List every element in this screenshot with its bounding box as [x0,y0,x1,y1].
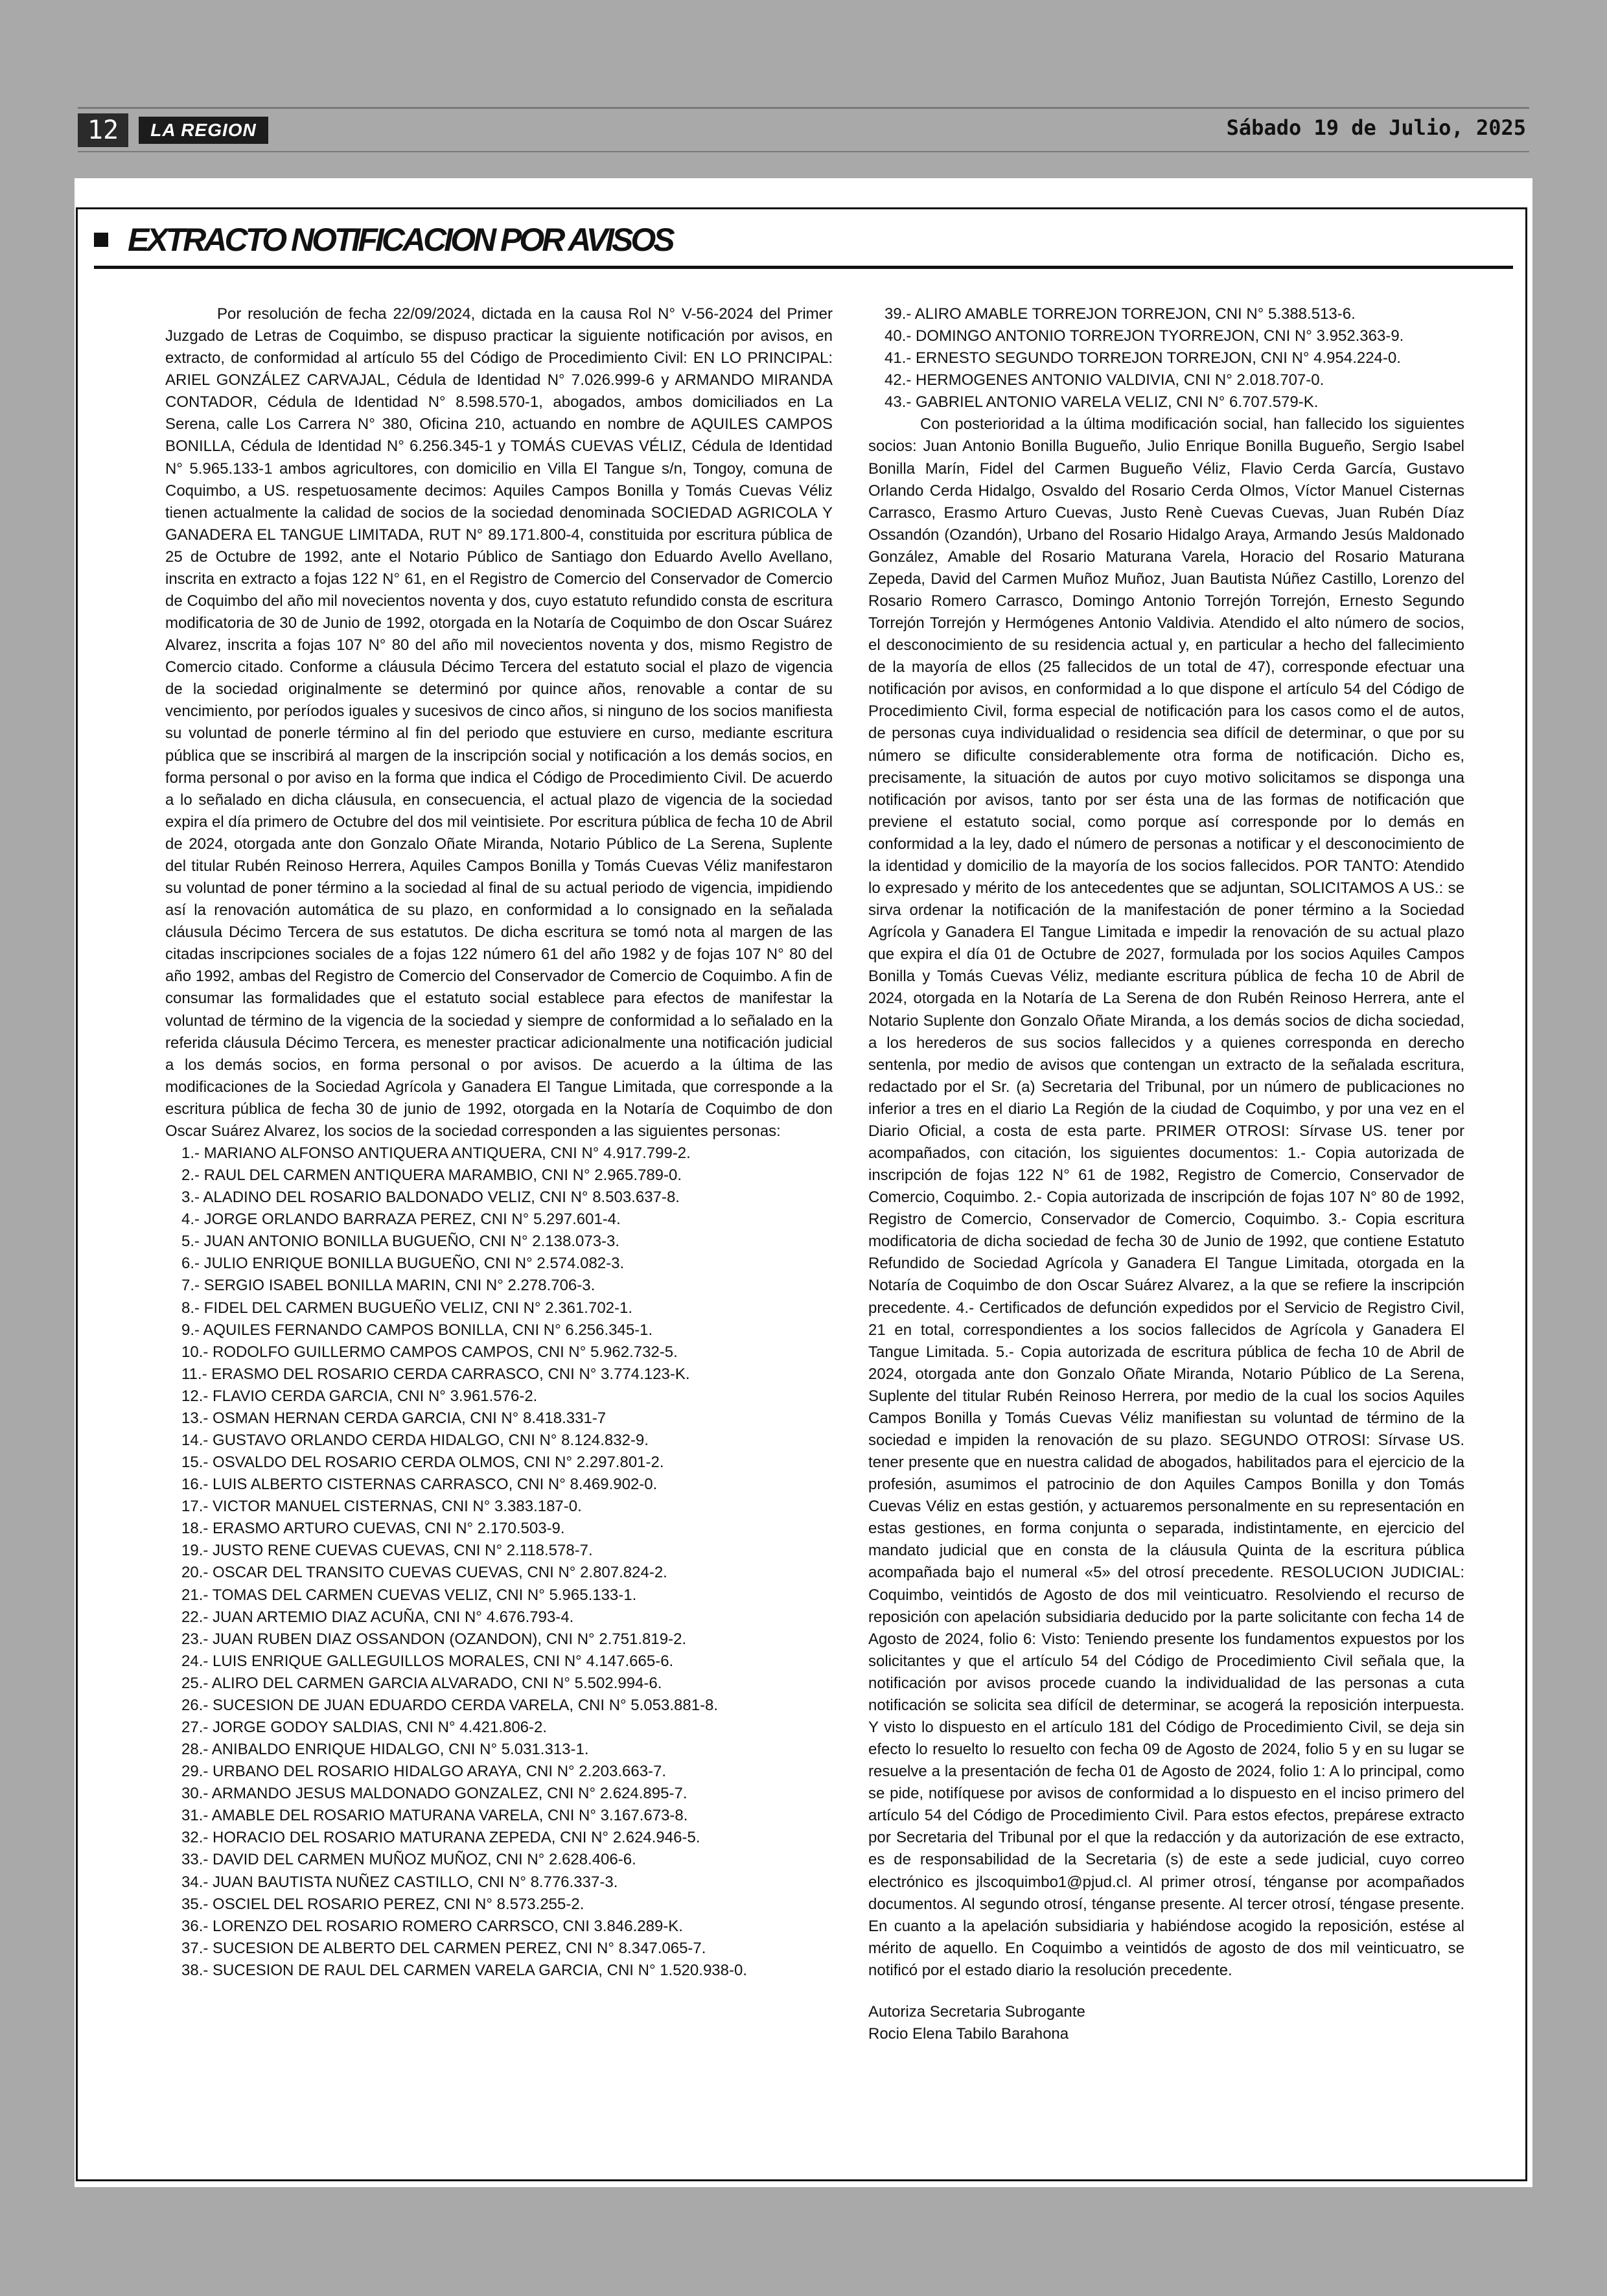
partner-list-item: 23.- JUAN RUBEN DIAZ OSSANDON (OZANDON), CNI N° 2.751.819-2. [181,1630,687,1648]
partner-list-item: 37.- SUCESION DE ALBERTO DEL CARMEN PEREZ, CNI N° 8.347.065-7. [181,1939,706,1957]
partner-list-item: 40.- DOMINGO ANTONIO TORREJON TYORREJON, CNI N° 3.952.363-9. [884,327,1404,345]
partner-list-item: 25.- ALIRO DEL CARMEN GARCIA ALVARADO, CNI N° 5.502.994-6. [181,1674,662,1692]
partner-list-item: 38.- SUCESION DE RAUL DEL CARMEN VARELA GARCIA, CNI N° 1.520.938-0. [181,1961,747,1979]
partner-list-item: 14.- GUSTAVO ORLANDO CERDA HIDALGO, CNI N° 8.124.832-9. [181,1431,649,1449]
notice-sheet [75,178,1532,2187]
partner-list-item: 42.- HERMOGENES ANTONIO VALDIVIA, CNI N° 2.018.707-0. [884,371,1324,389]
partner-list-item: 33.- DAVID DEL CARMEN MUÑOZ MUÑOZ, CNI N° 2.628.406-6. [181,1851,636,1869]
title-square-icon [94,233,108,247]
partner-list-item: 4.- JORGE ORLANDO BARRAZA PEREZ, CNI N° 5.297.601-4. [181,1211,621,1229]
partner-list-item: 10.- RODOLFO GUILLERMO CAMPOS CAMPOS, CNI N° 5.962.732-5. [181,1343,678,1361]
partner-list-item: 2.- RAUL DEL CARMEN ANTIQUERA MARAMBIO, CNI N° 2.965.789-0. [181,1166,682,1185]
signature-name: Rocio Elena Tabilo Barahona [868,2025,1069,2043]
newspaper-logo: LA REGION [139,117,268,144]
partner-list-item: 6.- JULIO ENRIQUE BONILLA BUGUEÑO, CNI N° 2.574.082-3. [181,1255,625,1273]
header-bottom-rule [78,151,1529,152]
partner-list-item: 18.- ERASMO ARTURO CUEVAS, CNI N° 2.170.503-9. [181,1520,565,1538]
partner-list-item: 19.- JUSTO RENE CUEVAS CUEVAS, CNI N° 2.118.578-7. [181,1542,593,1560]
partner-list-item: 29.- URBANO DEL ROSARIO HIDALGO ARAYA, CNI N° 2.203.663-7. [181,1763,667,1781]
partners-list-left [165,1142,833,1982]
notice-title-row [94,217,673,262]
publication-date: Sábado 19 de Julio, 2025 [1226,115,1526,140]
partner-list-item: 9.- AQUILES FERNANDO CAMPOS BONILLA, CNI N° 6.256.345-1. [181,1321,653,1339]
partners-list-right [868,303,1464,413]
partner-list-item: 15.- OSVALDO DEL ROSARIO CERDA OLMOS, CNI N° 2.297.801-2. [181,1454,664,1472]
notice-title: EXTRACTO NOTIFICACION POR AVISOS [128,222,673,258]
partner-list-item: 22.- JUAN ARTEMIO DIAZ ACUÑA, CNI N° 4.676.793-4. [181,1608,574,1626]
partner-list-item: 39.- ALIRO AMABLE TORREJON TORREJON, CNI N° 5.388.513-6. [884,305,1356,323]
partner-list-item: 36.- LORENZO DEL ROSARIO ROMERO CARRSCO, CNI 3.846.289-K. [181,1917,683,1935]
partner-list-item: 31.- AMABLE DEL ROSARIO MATURANA VARELA, CNI N° 3.167.673-8. [181,1807,688,1825]
partner-list-item: 20.- OSCAR DEL TRANSITO CUEVAS CUEVAS, CNI N° 2.807.824-2. [181,1564,667,1582]
page-number: 12 [78,113,128,147]
partner-list-item: 12.- FLAVIO CERDA GARCIA, CNI N° 3.961.576-2. [181,1387,538,1405]
partner-list-item: 41.- ERNESTO SEGUNDO TORREJON TORREJON, CNI N° 4.954.224-0. [884,349,1401,367]
partner-list-item: 21.- TOMAS DEL CARMEN CUEVAS VELIZ, CNI N° 5.965.133-1. [181,1586,637,1604]
partner-list-item: 43.- GABRIEL ANTONIO VARELA VELIZ, CNI N° 6.707.579-K. [884,393,1319,412]
partner-list-item: 8.- FIDEL DEL CARMEN BUGUEÑO VELIZ, CNI N° 2.361.702-1. [181,1299,633,1317]
partner-list-item: 26.- SUCESION DE JUAN EDUARDO CERDA VARELA, CNI N° 5.053.881-8. [181,1696,719,1714]
partner-list-item: 34.- JUAN BAUTISTA NUÑEZ CASTILLO, CNI N° 8.776.337-3. [181,1873,618,1891]
partner-list-item: 30.- ARMANDO JESUS MALDONADO GONZALEZ, CNI N° 2.624.895-7. [181,1785,688,1803]
right-column [868,303,1464,2045]
partner-list-item: 17.- VICTOR MANUEL CISTERNAS, CNI N° 3.383.187-0. [181,1498,582,1516]
partner-list-item: 24.- LUIS ENRIQUE GALLEGUILLOS MORALES, CNI N° 4.147.665-6. [181,1652,674,1670]
partner-list-item: 11.- ERASMO DEL ROSARIO CERDA CARRASCO, CNI N° 3.774.123-K. [181,1365,690,1383]
intro-paragraph: Por resolución de fecha 22/09/2024, dictada en la causa Rol N° V-56-2024 del Primer Juzgado de Letras de Coquimbo, se dispuso practicar la siguiente notificación por avisos, en extracto, de conformidad al artículo 55 del Código de Procedimiento Civil: EN LO PRINCIPAL: ARIEL GONZÁLEZ CARVAJAL, Cédula de Identidad N° 7.026.999-6 y ARMANDO MIRANDA CONTADOR, Cédula de Identidad N° 8.598.570-1, abogados, ambos domiciliados en La Serena, calle Los Carrera N° 380, Oficina 210, actuando en nombre de AQUILES CAMPOS BONILLA, Cédula de Identidad N° 6.256.345-1 y TOMÁS CUEVAS VÉLIZ, Cédula de Identidad N° 5.965.133-1 ambos agricultores, con domicilio en Villa El Tangue s/n, Tongoy, comuna de Coquimbo, a US. respetuosamente decimos: Aquiles Campos Bonilla y Tomás Cuevas Véliz tienen actualmente la calidad de socios de la sociedad denominada SOCIEDAD AGRICOLA Y GANADERA EL TANGUE LIMITADA, RUT N° 89.171.800-4, constituida por escritura pública de 25 de Octubre de 1992, ante el Notario Público de Santiago don Eduardo Avello Avellano, inscrita en extracto a fojas 122 N° 61, en el Registro de Comercio del Conservador de Comercio de Coquimbo del año mil novecientos noventa y dos, cuyo estatuto refundido consta de escritura modificatoria de 30 de Junio de 1992, otorgada en la Notaría de Coquimbo de don Oscar Suárez Alvarez, inscrita a fojas 107 N° 80 del año mil novecientos noventa y dos, mismo Registro de Comercio citado. Conforme a cláusula Décimo Tercera del estatuto social el plazo de vigencia de la sociedad originalmente se determinó por quince años, renovable a contar de su vencimiento, por períodos iguales y sucesivos de cinco años, si ninguno de los socios manifiesta su voluntad de ponerle término al fin del periodo que estuviere en curso, mediante escritura pública que se inscribirá al margen de la inscripción social y notificación a los demás socios, en forma personal o por aviso en la forma que indica el Código de Procedimiento Civil. De acuerdo a lo señalado en dicha cláusula, en consecuencia, el actual plazo de vigencia de la sociedad expira el día primero de Octubre del dos mil veintisiete. Por escritura pública de fecha 10 de Abril de 2024, otorgada ante don Gonzalo Oñate Miranda, Notario Público de La Serena, Suplente del titular Rubén Reinoso Herrera, Aquiles Campos Bonilla y Tomás Cuevas Véliz manifestaron su voluntad de poner término a la sociedad al final de su actual periodo de vigencia, impidiendo así la renovación automática de su plazo, en conformidad a lo consignado en la señalada cláusula Décimo Tercera de sus estatutos. De dicha escritura se tomó nota al margen de las citadas inscripciones sociales de a fojas 122 número 61 del año 1982 y de fojas 107 N° 80 del año 1992, ambas del Registro de Comercio del Conservador de Comercio de Coquimbo. A fin de consumar las formalidades que el estatuto social establece para efectos de manifestar la voluntad de término de la vigencia de la sociedad y siempre de conformidad a lo señalado en la referida cláusula Décimo Tercera, es menester practicar adicionalmente una notificación judicial a los demás socios, en forma personal o por avisos. De acuerdo a la última de las modificaciones de la Sociedad Agrícola y Ganadera El Tangue Limitada, que corresponde a la escritura pública de fecha 30 de junio de 1992, otorgada en la Notaría de Coquimbo de don Oscar Suárez Alvarez, los socios de la sociedad corresponden a las siguientes personas: [165,305,833,1140]
title-rule [94,266,1513,269]
partner-list-item: 28.- ANIBALDO ENRIQUE HIDALGO, CNI N° 5.031.313-1. [181,1741,589,1759]
partner-list-item: 7.- SERGIO ISABEL BONILLA MARIN, CNI N° 2.278.706-3. [181,1277,595,1295]
header-top-rule [78,107,1529,109]
partner-list-item: 1.- MARIANO ALFONSO ANTIQUERA ANTIQUERA, CNI N° 4.917.799-2. [181,1144,691,1162]
left-column [165,303,833,1982]
signature-title: Autoriza Secretaria Subrogante [868,2002,1085,2021]
partner-list-item: 27.- JORGE GODOY SALDIAS, CNI N° 4.421.806-2. [181,1719,548,1736]
partner-list-item: 32.- HORACIO DEL ROSARIO MATURANA ZEPEDA, CNI N° 2.624.946-5. [181,1829,700,1847]
partner-list-item: 35.- OSCIEL DEL ROSARIO PEREZ, CNI N° 8.573.255-2. [181,1895,584,1913]
partner-list-item: 16.- LUIS ALBERTO CISTERNAS CARRASCO, CNI N° 8.469.902-0. [181,1476,658,1494]
partner-list-item: 13.- OSMAN HERNAN CERDA GARCIA, CNI N° 8.418.331-7 [181,1409,607,1427]
body-paragraph: Con posterioridad a la última modificación social, han fallecido los siguientes socios: Juan Antonio Bonilla Bugueño, Julio Enrique Bonilla Bugueño, Sergio Isabel Bonilla Marín, Fidel del Carmen Bugueño Véliz, Flavio Cerda García, Gustavo Orlando Cerda Hidalgo, Osvaldo del Rosario Cerda Olmos, Víctor Manuel Cisternas Carrasco, Erasmo Arturo Cuevas, Justo Renè Cuevas Cuevas, Juan Rubén Díaz Ossandón (Ozandón), Urbano del Rosario Hidalgo Araya, Armando Jesús Maldonado González, Amable del Rosario Maturana Varela, Horacio del Rosario Maturana Zepeda, David del Carmen Muñoz Muñoz, Juan Bautista Núñez Castillo, Lorenzo del Rosario Romero Carrasco, Domingo Antonio Torrejón Torrejón, Ernesto Segundo Torrejón Torrejón y Hermógenes Antonio Valdivia. Atendido el alto número de socios, el desconocimiento de su residencia actual y, en particular a hecho del fallecimiento de la mayoría de ellos (25 fallecidos de un total de 47), corresponde efectuar una notificación por avisos, en conformidad a lo que dispone el artículo 54 del Código de Procedimiento Civil, forma especial de notificación para los casos como el de autos, de personas cuya individualidad o residencia sea difícil de determinar, o que por su número se dificulte considerablemente otra forma de notificación. Dicho es, precisamente, la situación de autos por cuyo motivo solicitamos se disponga una notificación por avisos, tanto por ser ésta una de las formas de notificación que previene el estatuto social, como porque así corresponde por lo demás en conformidad a la ley, dado el número de personas a notificar y el desconocimiento de la identidad y domicilio de la mayoría de los socios fallecidos. POR TANTO: Atendido lo expresado y mérito de los antecedentes que se adjuntan, SOLICITAMOS A US.: se sirva ordenar la notificación de la manifestación de poner término a la Sociedad Agrícola y Ganadera El Tangue Limitada e impedir la renovación de su actual plazo que expira el día 01 de Octubre de 2027, formulada por los socios Aquiles Campos Bonilla y Tomás Cuevas Véliz, mediante escritura pública de fecha 10 de Abril de 2024, otorgada en la Notaría de La Serena de don Rubén Reinoso Herrera, ante el Notario Suplente don Gonzalo Oñate Miranda, a los demás socios de dicha sociedad, a los herederos de sus socios fallecidos y a quienes corresponda en derecho sentenla, por medio de avisos que contengan un extracto de la señalada escritura, redactado por el Sr. (a) Secretaria del Tribunal, por un número de publicaciones no inferior a tres en el diario La Región de la ciudad de Coquimbo, y por una vez en el Diario Oficial, a costa de esta parte. PRIMER OTROSI: Sírvase US. tener por acompañados, con citación, los siguientes documentos: 1.- Copia autorizada de inscripción de fojas 122 N° 61 de 1982, Registro de Comercio, Conservador de Comercio, Coquimbo. 2.- Copia autorizada de inscripción de fojas 107 N° 80 de 1992, Registro de Comercio, Conservador de Comercio, Coquimbo. 3.- Copia escritura modificatoria de dicha sociedad de fecha 30 de Junio de 1992, que contiene Estatuto Refundido de Sociedad Agrícola y Ganadera El Tangue Limitada, otorgada en la Notaría de Coquimbo de don Oscar Suárez Alvarez, a la que se refiere la inscripción precedente. 4.- Certificados de defunción expedidos por el Servicio de Registro Civil, 21 en total, correspondientes a los socios fallecidos de Agrícola y Ganadera El Tangue Limitada. 5.- Copia autorizada de escritura pública de fecha 10 de Abril de 2024, otorgada ante don Gonzalo Oñate Miranda, Notario Público de La Serena, Suplente del titular Rubén Reinoso Herrera, por medio de la cual los socios Aquiles Campos Bonilla y Tomás Cuevas Véliz manifiestan su voluntad de término de la sociedad e impiden la renovación de su plazo. SEGUNDO OTROSI: Sírvase US. tener presente que en nuestra calidad de abogados, habilitados para el ejercicio de la profesión, asumimos el patrocinio de don Aquiles Campos Bonilla y don Tomás Cuevas Véliz en estas gestión, y actuaremos personalmente en su representación en estas gestiones, en forma conjunta o separada, indistintamente, en ejercicio del mandato judicial que en consta de la cláusula Quinta de la escritura pública acompañada bajo el numeral «5» del otrosí precedente. RESOLUCION JUDICIAL: Coquimbo, veintidós de Agosto de dos mil veinticuatro. Resolviendo el recurso de reposición con apelación subsidiaria deducido por la parte solicitante con fecha 14 de Agosto de 2024, folio 6: Visto: Teniendo presente los fundamentos expuestos por los solicitantes y que el artículo 54 del Código de Procedimiento Civil señala que, la notificación por avisos procede cuando la individualidad de las personas a cuta notificación se solicita sea difícil de determinar, se acogerá la reposición interpuesta. Y visto lo dispuesto en el artículo 181 del Código de Procedimiento Civil, se deja sin efecto lo resuelto lo resuelto con fecha 09 de Agosto de 2024, folio 5 y en su lugar se resuelve a la presentación de fecha 01 de Agosto de 2024, folio 1: A lo principal, como se pide, notifíquese por avisos de conformidad a lo dispuesto en el inciso primero del artículo 54 del Código de Procedimiento Civil. Para estos efectos, prepárese extracto por Secretaria del Tribunal por el que la redacción y da autorización de ese extracto, es de responsabilidad de la Secretaria (s) de este a sede judicial, cuyo correo electrónico es jlscoquimbo1@pjud.cl. Al primer otrosí, ténganse por acompañados documentos. Al segundo otrosí, ténganse presente. Al tercer otrosí, téngase presente. En cuanto a la apelación subsidiaria y habiéndose acogido la reposición, estése al mérito de aquello. En Coquimbo a veintidós de agosto de dos mil veinticuatro, se notificó por el estado diario la resolución precedente. [868,415,1464,1979]
partner-list-item: 5.- JUAN ANTONIO BONILLA BUGUEÑO, CNI N° 2.138.073-3. [181,1233,620,1251]
partner-list-item: 3.- ALADINO DEL ROSARIO BALDONADO VELIZ, CNI N° 8.503.637-8. [181,1189,680,1207]
